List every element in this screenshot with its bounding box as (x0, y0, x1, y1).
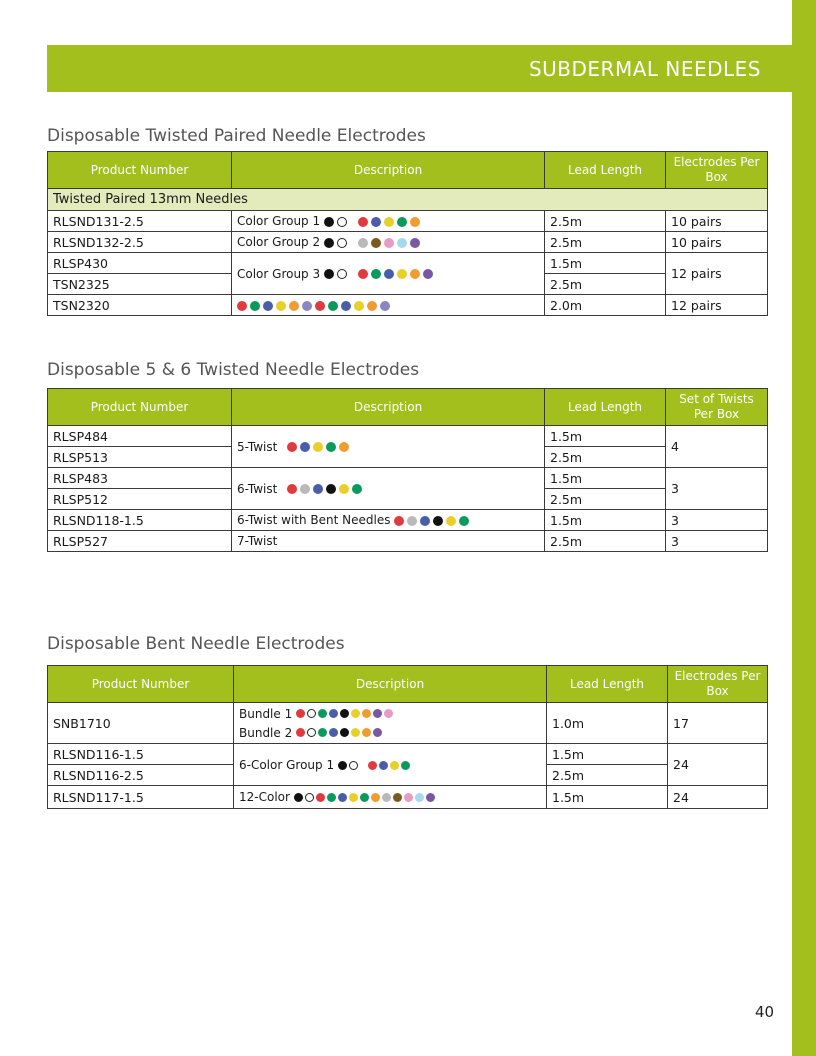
red-dot-icon (287, 484, 297, 494)
red-dot-icon (358, 217, 368, 227)
header-band (47, 45, 792, 92)
description-text: Color Group 1 (237, 214, 321, 228)
gray-dot-icon (407, 516, 417, 526)
column-header-description: Description (232, 389, 545, 426)
color-dots (324, 217, 423, 227)
periwinkle-dot-icon (380, 301, 390, 311)
table-row (48, 510, 768, 531)
column-header-product-number: Product Number (48, 389, 232, 426)
table-row (48, 703, 768, 744)
column-header-description: Description (232, 152, 545, 189)
red-dot-icon (315, 301, 325, 311)
section-title-twisted-paired: Disposable Twisted Paired Needle Electrodes (47, 126, 426, 146)
color-dots (338, 761, 412, 770)
section-title-bent-needle: Disposable Bent Needle Electrodes (47, 634, 345, 654)
purple-dot-icon (423, 269, 433, 279)
lead-length: 2.5m (545, 531, 666, 552)
column-header-per-box: Electrodes Per Box (668, 666, 768, 703)
description-text: 12-Color (239, 790, 290, 804)
blue-dot-icon (338, 793, 347, 802)
red-dot-icon (296, 728, 305, 737)
table-header-row (48, 389, 768, 426)
table-header-row (48, 152, 768, 189)
product-number: RLSP484 (48, 426, 232, 447)
gray-dot-icon (358, 238, 368, 248)
orange-dot-icon (289, 301, 299, 311)
blue-dot-icon (384, 269, 394, 279)
black-dot-icon (433, 516, 443, 526)
lead-length: 2.5m (545, 211, 666, 232)
product-number: RLSP513 (48, 447, 232, 468)
green-dot-icon (318, 709, 327, 718)
blue-dot-icon (263, 301, 273, 311)
page-number: 40 (755, 1003, 775, 1021)
product-number: TSN2320 (48, 295, 232, 316)
lead-length: 1.5m (547, 786, 668, 809)
table-row (48, 232, 768, 253)
column-header-per-box: Set of Twists Per Box (666, 389, 768, 426)
description-cell (232, 211, 545, 232)
white-dot-icon (349, 761, 358, 770)
column-header-lead-length: Lead Length (547, 666, 668, 703)
orange-dot-icon (410, 269, 420, 279)
bundle-label: Bundle 1 (239, 706, 293, 721)
brown-dot-icon (393, 793, 402, 802)
white-dot-icon (307, 728, 316, 737)
red-dot-icon (394, 516, 404, 526)
yellow-dot-icon (349, 793, 358, 802)
orange-dot-icon (339, 442, 349, 452)
orange-dot-icon (362, 709, 371, 718)
purple-dot-icon (373, 709, 382, 718)
lead-length: 1.5m (547, 744, 668, 765)
description-text: 5-Twist (237, 439, 278, 454)
purple-dot-icon (373, 728, 382, 737)
lead-length: 2.5m (545, 447, 666, 468)
blue-dot-icon (329, 728, 338, 737)
product-number: RLSP483 (48, 468, 232, 489)
description-text: 6-Color Group 1 (239, 757, 335, 772)
blue-dot-icon (300, 442, 310, 452)
green-dot-icon (459, 516, 469, 526)
black-dot-icon (324, 217, 334, 227)
lead-length: 2.0m (545, 295, 666, 316)
product-number: TSN2325 (48, 274, 232, 295)
column-header-lead-length: Lead Length (545, 152, 666, 189)
yellow-dot-icon (354, 301, 364, 311)
green-dot-icon (371, 269, 381, 279)
description-text: 7-Twist (237, 534, 278, 548)
header-title: SUBDERMAL NEEDLES (528, 56, 761, 81)
white-dot-icon (337, 217, 347, 227)
bundle-label: Bundle 2 (239, 725, 293, 740)
table-row (48, 253, 768, 274)
description-cell (234, 703, 547, 744)
white-dot-icon (337, 269, 347, 279)
description-cell (234, 744, 547, 786)
per-box: 12 pairs (666, 253, 768, 295)
green-dot-icon (328, 301, 338, 311)
table-twisted-paired (47, 151, 768, 316)
color-dots (294, 793, 437, 802)
table-row (48, 786, 768, 809)
per-box: 3 (666, 531, 768, 552)
per-box: 24 (668, 786, 768, 809)
per-box: 12 pairs (666, 295, 768, 316)
bundle-line (239, 704, 541, 723)
pink-dot-icon (384, 709, 393, 718)
red-dot-icon (368, 761, 377, 770)
yellow-dot-icon (397, 269, 407, 279)
gray-dot-icon (300, 484, 310, 494)
description-cell (232, 295, 545, 316)
color-dots (287, 484, 365, 494)
per-box: 3 (666, 468, 768, 510)
black-dot-icon (324, 238, 334, 248)
per-box: 10 pairs (666, 232, 768, 253)
lead-length: 1.5m (545, 510, 666, 531)
lead-length: 1.5m (545, 468, 666, 489)
gray-dot-icon (382, 793, 391, 802)
yellow-dot-icon (384, 217, 394, 227)
description-cell (232, 531, 545, 552)
yellow-dot-icon (351, 709, 360, 718)
lead-length: 2.5m (545, 274, 666, 295)
description-text: 6-Twist (237, 481, 278, 496)
table-row (48, 211, 768, 232)
product-number: RLSP512 (48, 489, 232, 510)
yellow-dot-icon (351, 728, 360, 737)
description-cell (234, 786, 547, 809)
table-bent-needle (47, 665, 768, 809)
description-text: Color Group 3 (237, 266, 321, 281)
pink-dot-icon (404, 793, 413, 802)
brown-dot-icon (371, 238, 381, 248)
column-header-description: Description (234, 666, 547, 703)
white-dot-icon (305, 793, 314, 802)
orange-dot-icon (371, 793, 380, 802)
column-header-per-box: Electrodes Per Box (666, 152, 768, 189)
black-dot-icon (324, 269, 334, 279)
table-row (48, 426, 768, 447)
description-cell (232, 426, 545, 468)
color-dots (296, 728, 384, 737)
black-dot-icon (294, 793, 303, 802)
purple-dot-icon (426, 793, 435, 802)
green-dot-icon (360, 793, 369, 802)
product-number: RLSP527 (48, 531, 232, 552)
lightblue-dot-icon (415, 793, 424, 802)
blue-dot-icon (329, 709, 338, 718)
green-dot-icon (318, 728, 327, 737)
table-row (48, 531, 768, 552)
color-dots (237, 301, 393, 311)
product-number: SNB1710 (48, 703, 234, 744)
color-dots (287, 442, 352, 452)
lead-length: 1.5m (545, 253, 666, 274)
red-dot-icon (358, 269, 368, 279)
description-cell (232, 232, 545, 253)
description-cell (232, 253, 545, 295)
green-dot-icon (397, 217, 407, 227)
section-title-multi-twist: Disposable 5 & 6 Twisted Needle Electrodes (47, 360, 420, 380)
green-dot-icon (352, 484, 362, 494)
yellow-dot-icon (313, 442, 323, 452)
product-number: RLSND131-2.5 (48, 211, 232, 232)
color-dots (296, 709, 395, 718)
pink-dot-icon (384, 238, 394, 248)
orange-dot-icon (410, 217, 420, 227)
lead-length: 2.5m (545, 489, 666, 510)
description-text: Color Group 2 (237, 235, 321, 249)
black-dot-icon (338, 761, 347, 770)
group-label: Twisted Paired 13mm Needles (48, 189, 768, 211)
color-dots (324, 238, 423, 248)
yellow-dot-icon (446, 516, 456, 526)
table-row (48, 295, 768, 316)
product-number: RLSND118-1.5 (48, 510, 232, 531)
color-dots (324, 269, 436, 279)
white-dot-icon (307, 709, 316, 718)
description-cell (232, 468, 545, 510)
red-dot-icon (237, 301, 247, 311)
lead-length: 2.5m (547, 765, 668, 786)
yellow-dot-icon (390, 761, 399, 770)
red-dot-icon (296, 709, 305, 718)
orange-dot-icon (362, 728, 371, 737)
bundle-line (239, 723, 541, 742)
column-header-product-number: Product Number (48, 152, 232, 189)
lead-length: 2.5m (545, 232, 666, 253)
lightblue-dot-icon (397, 238, 407, 248)
yellow-dot-icon (276, 301, 286, 311)
per-box: 3 (666, 510, 768, 531)
black-dot-icon (340, 728, 349, 737)
group-row (48, 189, 768, 211)
table-multi-twist (47, 388, 768, 552)
product-number: RLSND132-2.5 (48, 232, 232, 253)
blue-dot-icon (379, 761, 388, 770)
product-number: RLSND116-2.5 (48, 765, 234, 786)
blue-dot-icon (371, 217, 381, 227)
lead-length: 1.0m (547, 703, 668, 744)
blue-dot-icon (313, 484, 323, 494)
yellow-dot-icon (339, 484, 349, 494)
product-number: RLSP430 (48, 253, 232, 274)
green-dot-icon (250, 301, 260, 311)
black-dot-icon (326, 484, 336, 494)
product-number: RLSND116-1.5 (48, 744, 234, 765)
purple-dot-icon (410, 238, 420, 248)
black-dot-icon (340, 709, 349, 718)
product-number: RLSND117-1.5 (48, 786, 234, 809)
orange-dot-icon (367, 301, 377, 311)
table-header-row (48, 666, 768, 703)
lead-length: 1.5m (545, 426, 666, 447)
red-dot-icon (316, 793, 325, 802)
green-dot-icon (327, 793, 336, 802)
green-dot-icon (326, 442, 336, 452)
table-row (48, 468, 768, 489)
per-box: 10 pairs (666, 211, 768, 232)
side-accent-bar (792, 0, 816, 1056)
column-header-product-number: Product Number (48, 666, 234, 703)
blue-dot-icon (420, 516, 430, 526)
per-box: 4 (666, 426, 768, 468)
periwinkle-dot-icon (302, 301, 312, 311)
description-cell (232, 510, 545, 531)
blue-dot-icon (341, 301, 351, 311)
white-dot-icon (337, 238, 347, 248)
description-text: 6-Twist with Bent Needles (237, 513, 391, 527)
table-row (48, 744, 768, 765)
color-dots (394, 516, 472, 526)
per-box: 17 (668, 703, 768, 744)
per-box: 24 (668, 744, 768, 786)
red-dot-icon (287, 442, 297, 452)
column-header-lead-length: Lead Length (545, 389, 666, 426)
green-dot-icon (401, 761, 410, 770)
